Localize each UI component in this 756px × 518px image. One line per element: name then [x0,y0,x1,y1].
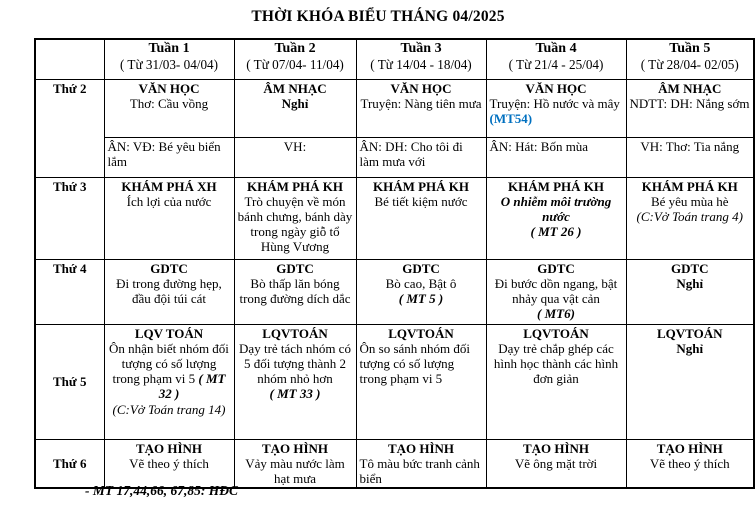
lesson-detail: Thơ: Cầu vồng [129,95,209,111]
row-thu-3 [35,177,754,259]
cell-thu4-tuan4 [486,259,626,324]
day-label-thu-4: Thứ 4 [35,259,104,324]
lesson-detail: Nghỉ [676,275,704,291]
cell-thu2-tuan2 [234,79,356,137]
day-label-thu-6: Thứ 6 [35,439,104,488]
lesson-detail: Ôn so sánh nhóm đối tượng có số lượng trong phạm vi 5 [359,340,470,387]
lesson-detail: Vảy màu nước làm hạt mưa [245,455,345,486]
lesson-text: Ôn nhận biết nhóm đối tượng có số lượng trong phạm vi 5 [109,340,229,387]
page-title: THỜI KHÓA BIỂU THÁNG 04/2025 [251,8,505,25]
subject: VĂN HỌC [390,80,452,96]
timetable-table [34,38,755,489]
week-header-1 [104,39,234,79]
cell-thu2-tuan5 [626,79,754,137]
day-label-thu-3: Thứ 3 [35,177,104,259]
mt-reference: (MT54) [489,110,533,126]
subject: LQV TOÁN [134,325,204,341]
lesson-detail: Dạy trẻ tách nhóm có 5 đối tượng thành 2 nhóm nhỏ hơn [239,340,351,387]
mt-reference: ( MT 33 ) [269,386,321,402]
cell-thu5-tuan4 [486,324,626,439]
week-1-name: Tuần 1 [148,41,190,56]
week-3-range: ( Từ 14/04 - 18/04) [370,57,472,73]
mt-reference: ( MT 26 ) [530,224,582,240]
lesson-detail [490,96,623,126]
lesson-detail: Bò cao, Bật ô [385,275,457,291]
row-thu-4 [35,259,754,324]
lesson-detail: Ích lợi của nước [126,193,212,209]
subcell-thu2-tuan1: ÂN: VĐ: Bé yêu biển lắm [104,137,234,177]
day-label-thu-2: Thứ 2 [35,79,104,177]
lesson-detail: Bé yêu mùa hè [650,193,729,209]
workbook-note: (C:Vở Toán trang 4) [636,208,743,224]
header-row [35,39,754,79]
lesson-detail: Trò chuyện về món bánh chưng, bánh dày trong ngày giỗ tổ Hùng Vương [237,193,353,255]
cell-thu4-tuan1 [104,259,234,324]
day-label-thu-5: Thứ 5 [35,324,104,439]
subcell-thu2-tuan3: ÂN: DH: Cho tôi đi làm mưa với [356,137,486,177]
subject: KHÁM PHÁ KH [246,178,344,194]
cell-thu4-tuan2 [234,259,356,324]
week-2-range: ( Từ 07/04- 11/04) [246,57,344,73]
subject: KHÁM PHÁ KH [372,178,470,194]
subject: TẠO HÌNH [656,440,723,456]
subject: VĂN HỌC [525,80,587,96]
lesson-detail: Đi trong đường hẹp, đầu đội túi cát [116,275,222,306]
week-5-name: Tuần 5 [669,41,711,56]
subject: KHÁM PHÁ KH [641,178,738,194]
subject: TẠO HÌNH [261,440,329,456]
subject: GDTC [670,260,709,276]
subject: ÂM NHẠC [263,80,327,96]
cell-thu3-tuan5 [626,177,754,259]
cell-thu2-tuan1 [104,79,234,137]
workbook-note: (C:Vở Toán trang 14) [112,401,226,417]
week-header-4 [486,39,626,79]
row-thu-6 [35,439,754,488]
subject: GDTC [276,260,314,276]
subcell-thu2-tuan2: VH: [234,137,356,177]
mt-reference: ( MT6) [537,306,575,322]
cell-thu6-tuan3 [356,439,486,488]
row-thu-2-main [35,79,754,137]
subcell-thu2-tuan4: ÂN: Hát: Bốn mùa [486,137,626,177]
week-2-name: Tuần 2 [274,41,316,56]
subject: VĂN HỌC [138,80,200,96]
cell-thu4-tuan5 [626,259,754,324]
cell-thu6-tuan2 [234,439,356,488]
week-header-2 [234,39,356,79]
subject: TẠO HÌNH [522,440,590,456]
row-thu-5 [35,324,754,439]
lesson-detail: Tô màu bức tranh cảnh biển [359,455,480,486]
subject: LQVTOÁN [388,325,454,341]
subcell-thu2-tuan5: VH: Thơ: Tia nắng [626,137,754,177]
lesson-detail: NDTT: DH: Nắng sớm [629,95,750,111]
cell-thu5-tuan2 [234,324,356,439]
lesson-text: Truyện: Hồ nước và mây [489,95,620,111]
cell-thu6-tuan5 [626,439,754,488]
cell-thu5-tuan5 [626,324,754,439]
lesson-detail: Truyện: Nàng tiên mưa [360,95,482,111]
subject: KHÁM PHÁ XH [121,178,217,194]
mt-reference: ( MT 5 ) [398,290,444,306]
week-header-3 [356,39,486,79]
subject: TẠO HÌNH [387,440,455,456]
week-4-name: Tuần 4 [535,41,577,56]
lesson-detail: Nghỉ [676,340,704,356]
week-3-name: Tuần 3 [400,41,442,56]
lesson-detail: Dạy trẻ chắp ghép các hình học thành các hình đơn giản [493,340,619,387]
cell-thu4-tuan3 [356,259,486,324]
lesson-detail: Vẽ theo ý thích [649,455,730,471]
cell-thu3-tuan1 [104,177,234,259]
lesson-detail: Vẽ theo ý thích [129,455,209,471]
lesson-detail: Nghỉ [281,95,309,111]
subject: GDTC [402,260,440,276]
mt-reference: ( MT 32 ) [158,371,226,402]
subject: GDTC [537,260,575,276]
week-5-range: ( Từ 28/04- 02/05) [640,57,739,73]
lesson-detail: Bé tiết kiệm nước [374,193,468,209]
cell-thu6-tuan1 [104,439,234,488]
cell-thu2-tuan3 [356,79,486,137]
subject: LQVTOÁN [262,325,328,341]
subject: ÂM NHẠC [658,80,722,96]
lesson-detail: Vẽ ông mặt trời [514,455,598,471]
lesson-detail: Bò thấp lăn bóng trong đường dích dắc [239,275,351,306]
row-thu-2-sub [35,137,754,177]
subject: LQVTOÁN [523,325,589,341]
week-header-5 [626,39,754,79]
lesson-detail [108,341,231,402]
cell-thu3-tuan4 [486,177,626,259]
lesson-detail: Đi bước dồn ngang, bật nhảy qua vật cản [494,275,618,306]
subject: TẠO HÌNH [135,440,203,456]
subject: GDTC [150,260,188,276]
cell-thu5-tuan3 [356,324,486,439]
subject: KHÁM PHÁ KH [507,178,605,194]
cell-thu3-tuan3 [356,177,486,259]
subject: LQVTOÁN [657,325,723,341]
week-4-range: ( Từ 21/4 - 25/04) [508,57,604,73]
cell-thu2-tuan4 [486,79,626,137]
cell-thu6-tuan4 [486,439,626,488]
cell-thu5-tuan1 [104,324,234,439]
footer-note: - MT 17,44,66, 67,85: HĐC [85,483,238,498]
header-empty-cell [35,39,104,79]
cell-thu3-tuan2 [234,177,356,259]
lesson-detail: O nhiễm môi trường nước [500,193,612,224]
week-1-range: ( Từ 31/03- 04/04) [119,57,219,73]
